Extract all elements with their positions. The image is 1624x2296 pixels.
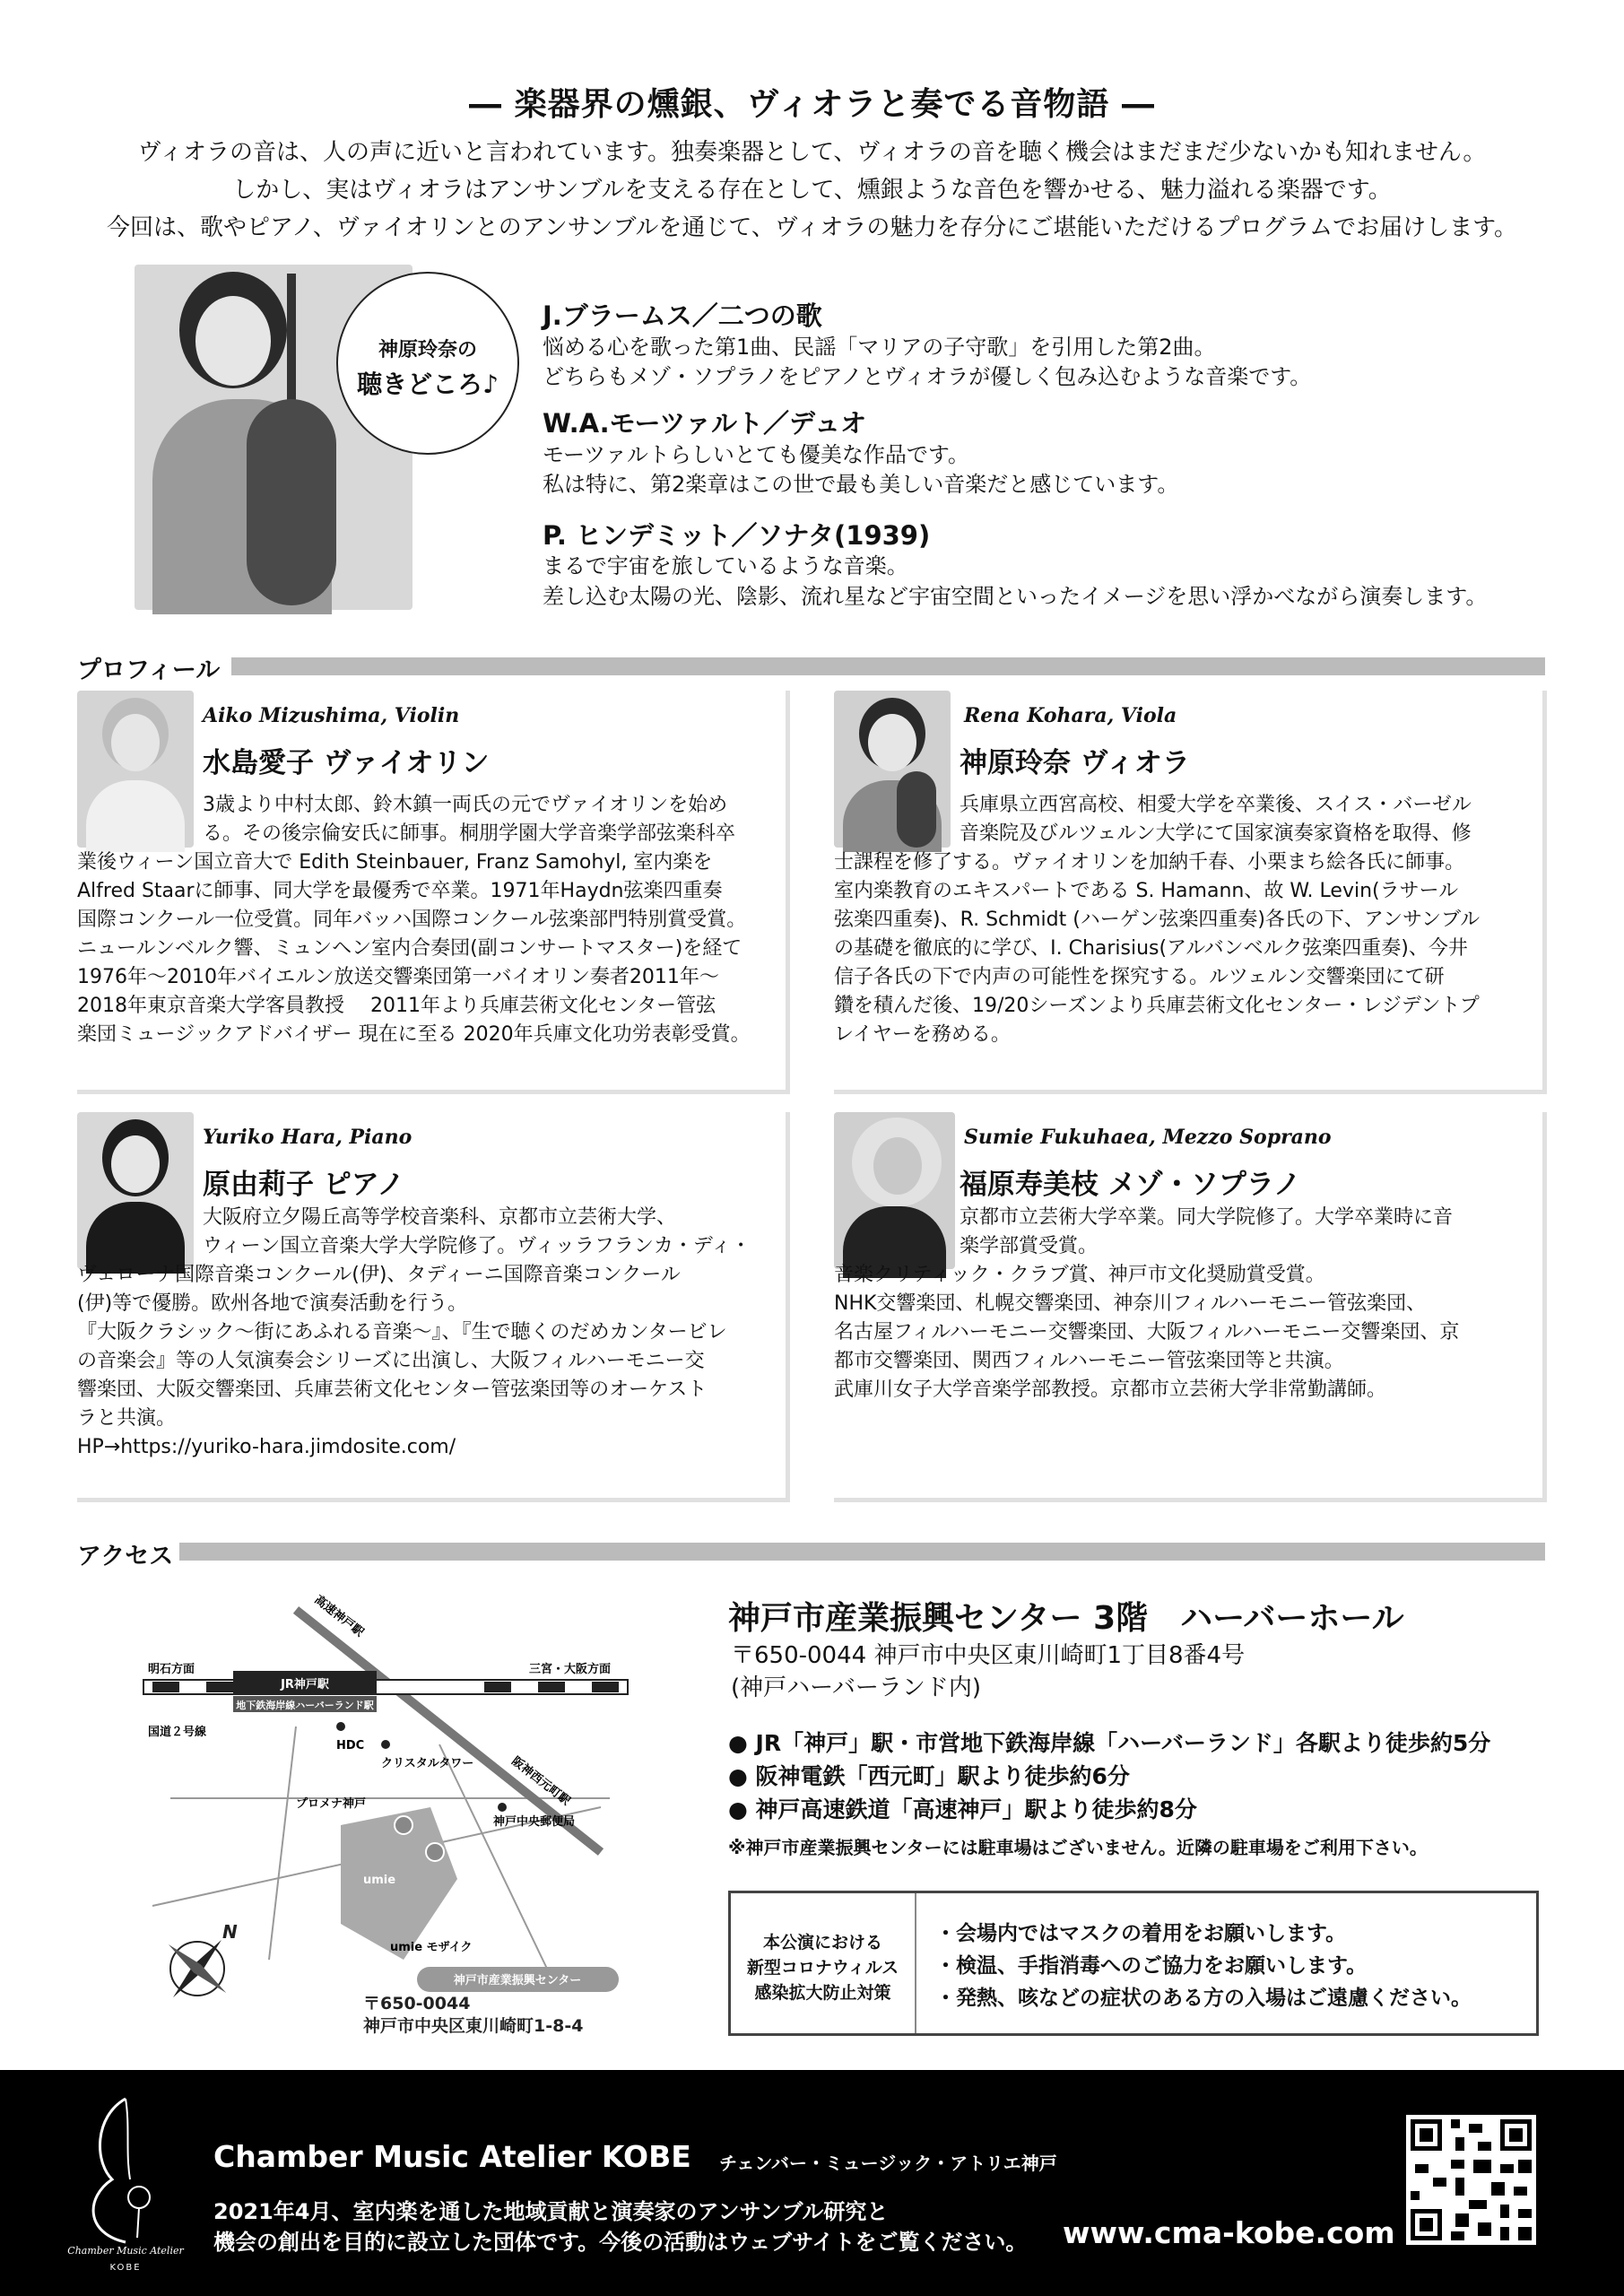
program-1-line-2: どちらもメゾ・ソプラノをピアノとヴィオラが優しく包み込むような音楽です。	[543, 364, 1312, 389]
kohara-english-name: Rena Kohara, Viola	[964, 704, 1177, 727]
program-3-line-1: まるで宇宙を旅しているような音楽。	[543, 553, 908, 578]
map-akashi-label: 明石方面	[148, 1663, 195, 1676]
mizushima-bio-line-6: ニュールンベルク響、ミュンヘン室内合奏団(副コンサートマスター)を経て	[77, 937, 743, 960]
artist-card-kohara	[834, 691, 1547, 1094]
hara-japanese-name: 原由莉子 ピアノ	[203, 1169, 405, 1201]
fukuhara-english-name: Sumie Fukuhaea, Mezzo Soprano	[964, 1126, 1332, 1149]
covid-label-line-2: 新型コロナウィルス	[746, 1958, 899, 1978]
route-kosoku: ● 神戸高速鉄道「高速神戸」駅より徒歩約8分	[728, 1796, 1197, 1822]
org-name: Chamber Music Atelier KOBE	[213, 2139, 691, 2174]
program-2-line-1: モーツァルトらしいとても優美な作品です。	[543, 442, 969, 467]
kohara-photo	[834, 691, 951, 848]
mizushima-bio-line-9: 楽団ミュージックアドバイザー 現在に至る 2020年兵庫文化功労表彰受賞。	[77, 1023, 751, 1046]
highlight-bubble	[336, 272, 519, 455]
hara-bio-line-3: ヴェローナ国際音楽コンクール(伊)、タディーニ国際音楽コンクール	[77, 1264, 681, 1286]
venue-address-note: (神戸ハーバーランド内)	[731, 1674, 981, 1701]
mizushima-bio-line-7: 1976年～2010年バイエルン放送交響楽団第一バイオリン奏者2011年～	[77, 966, 719, 988]
qr-code-icon[interactable]	[1406, 2115, 1536, 2245]
kohara-japanese-name: 神原玲奈 ヴィオラ	[960, 747, 1190, 779]
fukuhara-bio-line-4: NHK交響楽団、札幌交響楽団、神奈川フィルハーモニー管弦楽団、	[834, 1292, 1427, 1315]
kohara-bio-line-2: 音楽院及びルツェルン大学にて国家演奏家資格を取得、修	[960, 822, 1472, 845]
intro-line-1: ヴィオラの音は、人の声に近いと言われています。独奏楽器として、ヴィオラの音を聴く機会はまだまだ少ないかも知れません。	[137, 139, 1487, 166]
map-crystal-label: クリスタルタワー	[381, 1757, 474, 1770]
map-promena-label: プロメナ神戸	[296, 1797, 367, 1811]
fukuhara-photo	[834, 1112, 955, 1269]
hara-bio-line-4: (伊)等で優勝。欧州各地で演奏活動を行う。	[77, 1292, 468, 1315]
kohara-bio-line-7: 信子各氏の下で内声の可能性を探究する。ルツェルン交響楽団にて研	[834, 966, 1445, 988]
map-road-west	[269, 1726, 296, 1960]
hara-photo	[77, 1112, 194, 1269]
bubble-line-1: 神原玲奈の	[378, 339, 477, 361]
covid-label-line-3: 感染拡大防止対策	[754, 1983, 891, 2003]
parking-note: ※神戸市産業振興センターには駐車場はございません。近隣の駐車場をご利用下さい。	[728, 1837, 1428, 1858]
map-route2-label: 国道２号線	[148, 1726, 207, 1739]
org-name-kana: チェンバー・ミュージック・アトリエ神戸	[719, 2152, 1057, 2174]
hara-website-link[interactable]: HP→https://yuriko-hara.jimdosite.com/	[77, 1436, 456, 1458]
compass-icon	[165, 1921, 238, 2001]
mizushima-english-name: Aiko Mizushima, Violin	[203, 704, 460, 727]
map-north-label: N	[222, 1921, 238, 1943]
mizushima-bio-line-1: 3歳より中村太郎、鈴木鎮一両氏の元でヴァイオリンを始め	[203, 794, 728, 816]
program-2-line-2: 私は特に、第2楽章はこの世で最も美しい音楽だと感じています。	[543, 472, 1179, 497]
artist-card-hara	[77, 1112, 790, 1502]
fukuhara-bio-line-3: 音楽クリティック・クラブ賞、神戸市文化奨励賞受賞。	[834, 1264, 1325, 1286]
covid-notice-box	[728, 1891, 1539, 2036]
kohara-bio-line-1: 兵庫県立西宮高校、相愛大学を卒業後、スイス・バーゼル	[960, 794, 1472, 816]
hara-bio-line-6: の音楽会』等の人気演奏会シリーズに出演し、大阪フィルハーモニー交	[77, 1350, 705, 1372]
intro-line-2: しかし、実はヴィオラはアンサンブルを支える存在として、燻銀ような音色を響かせる、魅力溢れる楽器です。	[232, 177, 1392, 204]
bubble-line-2: 聴きどころ♪	[357, 370, 499, 399]
map-venue-label: 神戸市産業振興センター	[453, 1974, 582, 1987]
covid-label-line-1: 本公演における	[762, 1933, 882, 1952]
org-description-line-1: 2021年4月、室内楽を通した地域貢献と演奏家のアンサンブル研究と	[213, 2199, 889, 2224]
mizushima-photo	[77, 691, 194, 848]
fukuhara-bio-line-7: 武庫川女子大学音楽学部教授。京都市立芸術大学非常勤講師。	[834, 1378, 1387, 1401]
hara-english-name: Yuriko Hara, Piano	[203, 1126, 413, 1149]
fukuhara-bio-line-6: 都市交響楽団、関西フィルハーモニー管弦楽団等と共演。	[834, 1350, 1344, 1372]
map-address-label: 神戸市中央区東川崎町1-8-4	[363, 2016, 584, 2036]
logo-text: Chamber Music Atelier	[67, 2245, 184, 2257]
mizushima-bio-line-5: 国際コンクール一位受賞。同年バッハ国際コンクール弦楽部門特別賞受賞。	[77, 909, 747, 931]
venue-address: 〒650-0044 神戸市中央区東川崎町1丁目8番4号	[731, 1642, 1246, 1669]
kohara-bio-line-9: レイヤーを務める。	[834, 1023, 1011, 1046]
program-3-line-2: 差し込む太陽の光、陰影、流れ星など宇宙空間といったイメージを思い浮かべながら演奏します。	[543, 584, 1488, 609]
map-jr-label: JR神戸駅	[281, 1678, 329, 1692]
program-2-title: W.A.モーツァルト／デュオ	[543, 408, 867, 439]
mizushima-japanese-name: 水島愛子 ヴァイオリン	[203, 747, 490, 779]
route-hanshin: ● 阪神電鉄「西元町」駅より徒歩約6分	[728, 1763, 1130, 1789]
kohara-bio-line-3: 士課程を修了する。ヴァイオリンを加納千春、小栗まち絵各氏に師事。	[834, 851, 1465, 874]
footer	[0, 2070, 1624, 2296]
access-map[interactable]	[135, 1583, 637, 2045]
map-mosaic-label: umie モザイク	[390, 1941, 473, 1954]
covid-item-sanitize: ・検温、手指消毒へのご協力をお願いします。	[935, 1954, 1368, 1978]
org-description-line-2: 機会の創出を目的に設立した団体です。今後の活動はウェブサイトをご覧ください。	[213, 2230, 1028, 2255]
access-heading: アクセス	[77, 1543, 174, 1570]
logo-subtext: KOBE	[109, 2263, 142, 2273]
mizushima-bio-line-3: 業後ウィーン国立音大で Edith Steinbauer, Franz Samohyl, 室内楽を	[77, 851, 713, 874]
program-3-title: P. ヒンデミット／ソナタ(1939)	[543, 520, 931, 551]
hara-bio-line-1: 大阪府立夕陽丘高等学校音楽科、京都市立芸術大学、	[203, 1206, 677, 1229]
map-post-label: 神戸中央郵便局	[493, 1815, 576, 1829]
map-kosoku-label: 高速神戸駅	[311, 1593, 367, 1640]
profile-divider	[231, 657, 1545, 675]
hara-bio-line-7: 響楽団、大阪交響楽団、兵庫芸術文化センター管弦楽団等のオーケスト	[77, 1378, 708, 1401]
mizushima-bio-line-4: Alfred Staarに師事、同大学を最優秀で卒業。1971年Haydn弦楽四重奏	[77, 880, 723, 902]
hara-bio-line-8: ラと共演。	[77, 1407, 177, 1430]
fukuhara-japanese-name: 福原寿美枝 メゾ・ソプラノ	[960, 1169, 1301, 1201]
access-divider	[179, 1543, 1545, 1561]
kohara-bio-line-5: 弦楽四重奏)、R. Schmidt (ハーゲン弦楽四重奏)各氏の下、アンサンブル	[834, 909, 1481, 931]
rose-icon	[128, 2187, 150, 2208]
hara-bio-line-5: 『大阪クラシック～街にあふれる音楽～』、『生で聴くのだめカンタービレ	[77, 1321, 727, 1344]
map-hdc-label: HDC	[336, 1739, 365, 1752]
kohara-bio-line-4: 室内楽教育のエキスパートである S. Hamann、故 W. Levin(ラサール	[834, 880, 1459, 902]
artist-card-mizushima	[77, 691, 790, 1094]
atelier-logo	[67, 2090, 184, 2260]
intro-line-3: 今回は、歌やピアノ、ヴァイオリンとのアンサンブルを通じて、ヴィオラの魅力を存分にご堪能いただけるプログラムでお届けします。	[106, 214, 1517, 241]
concert-title: ― 楽器界の燻銀、ヴィオラと奏でる音物語 ―	[469, 86, 1155, 123]
covid-item-symptoms: ・発熱、咳などの症状のある方の入場はご遠慮ください。	[935, 1987, 1472, 2010]
fukuhara-bio-line-2: 楽学部賞受賞。	[960, 1235, 1099, 1257]
map-sannomiya-label: 三宮・大阪方面	[529, 1663, 612, 1676]
fukuhara-bio-line-1: 京都市立芸術大学卒業。同大学院修了。大学卒業時に音	[960, 1206, 1454, 1229]
map-hanshin-label: 阪神西元町駅	[508, 1754, 573, 1809]
hara-bio-line-2: ウィーン国立音楽大学大学院修了。ヴィッラフランカ・ディ・	[203, 1235, 751, 1257]
kohara-bio-line-6: の基礎を徹底的に学び、I. Charisius(アルバンベルク弦楽四重奏)、今井	[834, 937, 1468, 960]
mizushima-bio-line-2: る。その後宗倫安氏に師事。桐朋学園大学音楽学部弦楽科卒	[203, 822, 736, 845]
website-link[interactable]: www.cma-kobe.com	[1063, 2215, 1395, 2250]
map-subway-label: 地下鉄海岸線ハーバーランド駅	[236, 1700, 374, 1711]
kohara-bio-line-8: 鑽を積んだ後、19/20シーズンより兵庫芸術文化センター・レジデントプ	[834, 995, 1480, 1017]
map-umie-label: umie	[363, 1874, 396, 1887]
program-1-title: J.ブラームス／二つの歌	[543, 300, 822, 331]
mizushima-bio-line-8: 2018年東京音楽大学客員教授 2011年より兵庫芸術文化センター管弦	[77, 995, 716, 1017]
map-zip-label: 〒650-0044	[363, 1994, 471, 2013]
venue-name: 神戸市産業振興センター 3階 ハーバーホール	[728, 1600, 1404, 1637]
artist-card-fukuhara	[834, 1112, 1547, 1502]
fukuhara-bio-line-5: 名古屋フィルハーモニー交響楽団、大阪フィルハーモニー交響楽団、京	[834, 1321, 1460, 1344]
covid-item-mask: ・会場内ではマスクの着用をお願いします。	[935, 1922, 1347, 1945]
program-1-line-1: 悩める心を歌った第1曲、民謡「マリアの子守歌」を引用した第2曲。	[543, 335, 1216, 360]
profile-heading: プロフィール	[77, 657, 221, 684]
route-jr: ● JR「神戸」駅・市営地下鉄海岸線「ハーバーランド」各駅より徒歩約5分	[728, 1730, 1491, 1756]
